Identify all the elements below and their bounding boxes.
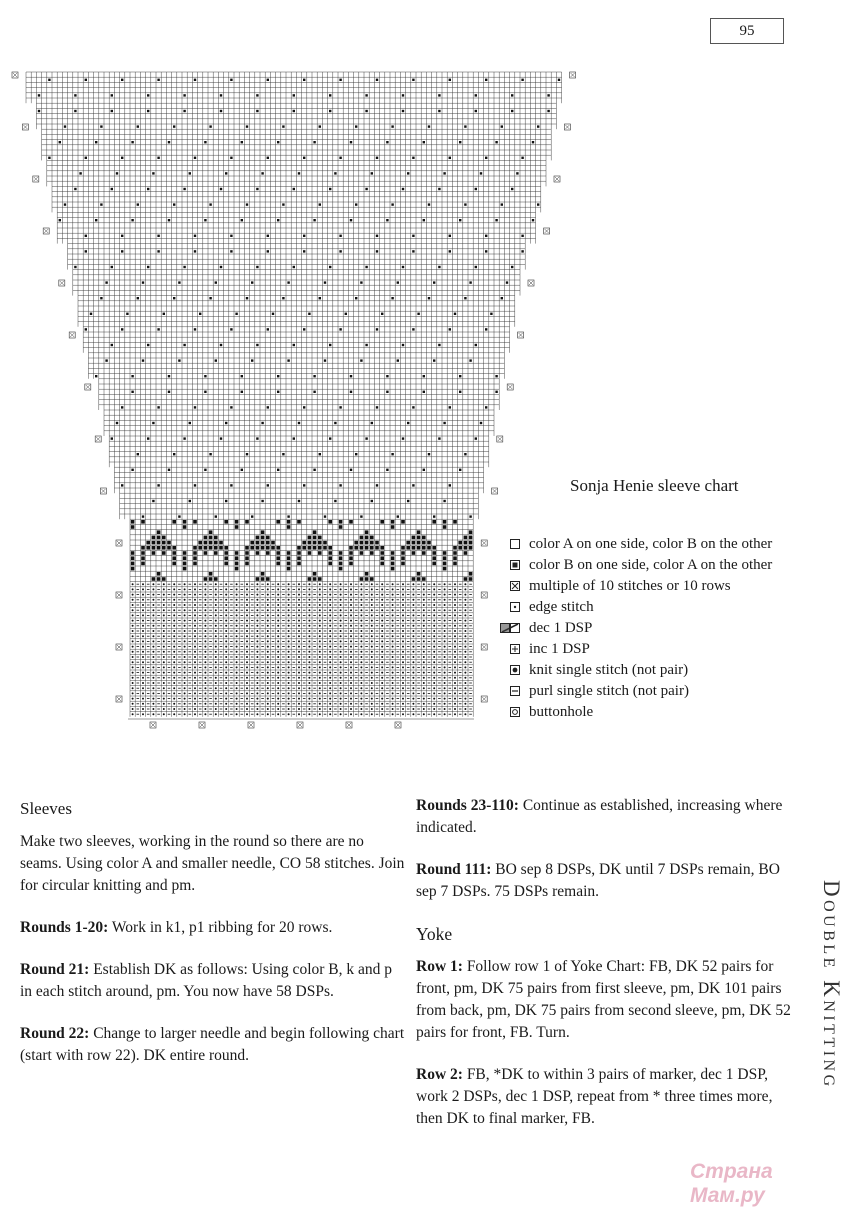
legend-label: edge stitch [529, 597, 594, 618]
sleeves-heading: Sleeves [20, 798, 405, 820]
watermark: Страна Мам.ру [690, 1160, 852, 1208]
square-bullet-icon [510, 665, 520, 675]
round-label: Round 111: [416, 861, 491, 878]
legend-label: purl single stitch (not pair) [529, 681, 689, 702]
square-slash-icon [500, 623, 520, 633]
square-minus-icon [510, 686, 520, 696]
row-text: Follow row 1 of Yoke Chart: FB, DK 52 pairs for front, pm, DK 75 pairs from first sleeve, pm, DK 101 pairs from back, pm, DK 75 pairs from second sleeve, pm, DK 52 pairs for front, FB. Turn. [416, 958, 791, 1041]
row-label: Row 1: [416, 958, 463, 975]
round-text: Continue as established, increasing where indicated. [416, 797, 782, 836]
instruction-round [20, 1023, 405, 1067]
round-text: BO sep 8 DSPs, DK until 7 DSPs remain, BO sep 7 DSPs. 75 DSPs remain. [416, 861, 780, 900]
round-label: Round 22: [20, 1025, 89, 1042]
instruction-row [416, 956, 801, 1044]
square-plus-icon [510, 644, 520, 654]
legend-label: buttonhole [529, 702, 593, 723]
yoke-heading: Yoke [416, 923, 801, 945]
square-filled-dot-icon [510, 560, 520, 570]
row-label: Row 2: [416, 1066, 463, 1083]
page-number: 95 [710, 18, 784, 44]
legend-label: multiple of 10 stitches or 10 rows [529, 576, 731, 597]
legend-label: color B on one side, color A on the other [529, 555, 772, 576]
sleeves-column [20, 798, 405, 1087]
side-section-title: Double Knitting [818, 880, 844, 1090]
round-text: Work in k1, p1 ribbing for 20 rows. [108, 919, 332, 936]
instruction-round [416, 795, 801, 839]
square-empty-icon [510, 539, 520, 549]
round-label: Rounds 1-20: [20, 919, 108, 936]
legend-label: knit single stitch (not pair) [529, 660, 688, 681]
legend-label: inc 1 DSP [529, 639, 590, 660]
square-x-icon [510, 581, 520, 591]
round-text: Establish DK as follows: Using color B, k and p in each stitch around, pm. You now have 58 DSPs. [20, 961, 392, 1000]
instruction-row [416, 1064, 801, 1130]
square-circle-icon [510, 707, 520, 717]
instruction-round [20, 959, 405, 1003]
round-text: Change to larger needle and begin following chart (start with row 22). DK entire round. [20, 1025, 404, 1064]
yoke-column [416, 795, 801, 1150]
legend-label: dec 1 DSP [529, 618, 592, 639]
square-dot-icon [510, 602, 520, 612]
round-label: Round 21: [20, 961, 89, 978]
instruction-round [416, 859, 801, 903]
sleeves-intro: Make two sleeves, working in the round so there are no seams. Using color A and smaller needle, CO 58 stitches. Join for circular knitting and pm. [20, 831, 405, 897]
row-text: FB, *DK to within 3 pairs of marker, dec 1 DSP, work 2 DSPs, dec 1 DSP, repeat from * three times more, then DK to final marker, FB. [416, 1066, 772, 1127]
instruction-round [20, 917, 405, 939]
chart-title: Sonja Henie sleeve chart [570, 476, 739, 496]
round-label: Rounds 23-110: [416, 797, 519, 814]
legend-label: color A on one side, color B on the other [529, 534, 772, 555]
